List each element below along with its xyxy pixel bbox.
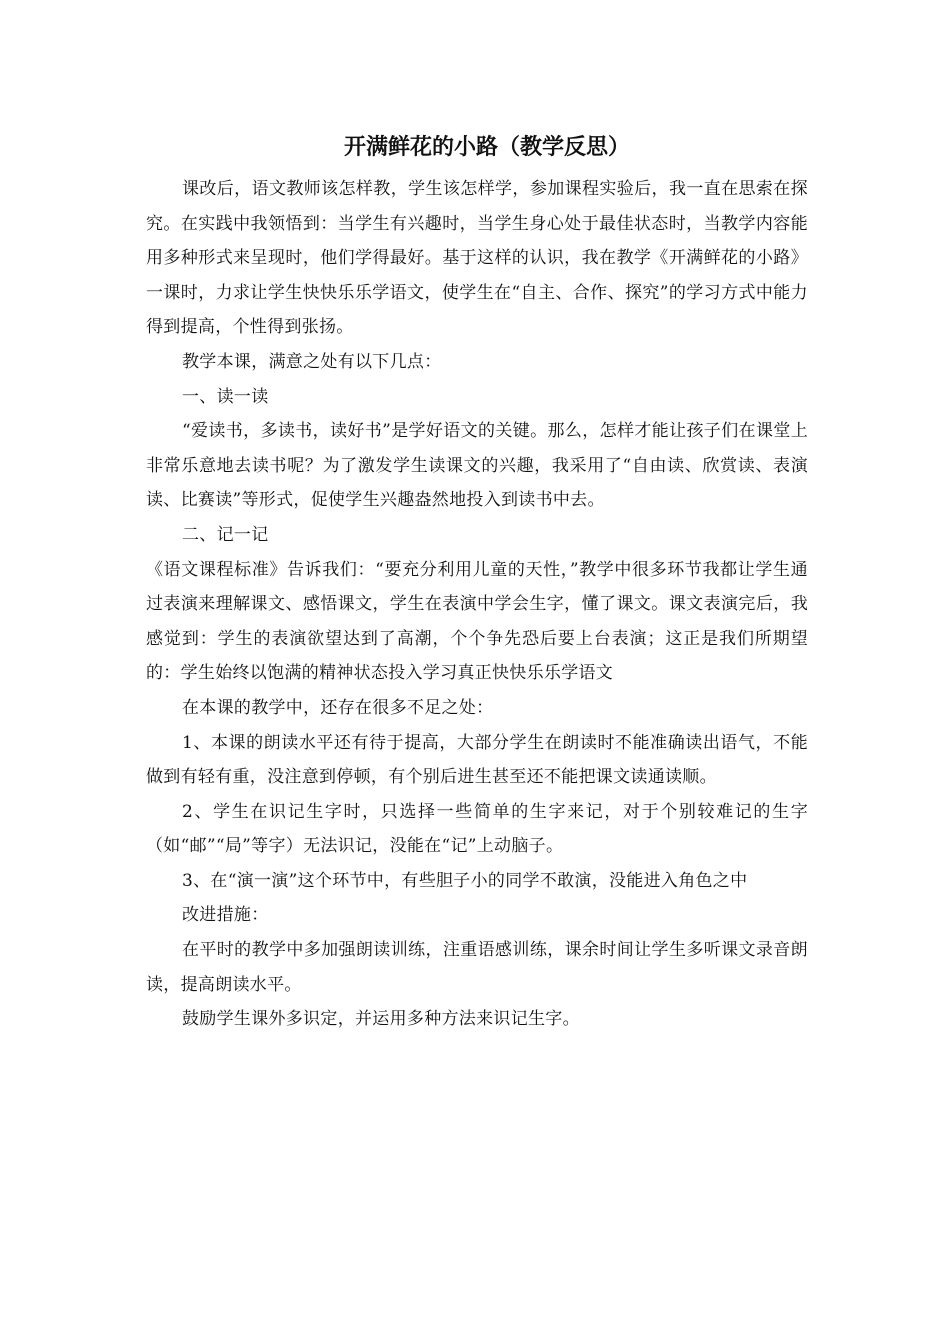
paragraph-read: “爱读书，多读书，读好书”是学好语文的关键。那么，怎样才能让孩子们在课堂上非常乐意地去读书呢？为了激发学生读课文的兴趣，我采用了“自由读、欣赏读、表演读、比赛读”等形式，促使学生兴趣盎然地投入到读书中去。 <box>146 421 808 511</box>
shortcoming-item-3: 3、在“演一演”这个环节中，有些胆子小的同学不敢演，没能进入角色之中 <box>182 870 748 891</box>
section-heading-improvements: 改进措施： <box>182 905 269 926</box>
paragraph-remember: 《语文课程标准》告诉我们：“要充分利用儿童的天性，”教学中很多环节我都让学生通过表演来理解课文、感悟课文，学生在表演中学会生字，懂了课文。课文表演完后，我感觉到：学生的表演欲望达到了高潮，个个争先恐后要上台表演；这正是我们所期望的：学生始终以饱满的精神状态投入学习真正快快乐乐学语文 <box>146 559 808 684</box>
paragraph-shortcomings-lead: 在本课的教学中，还存在很多不足之处： <box>182 697 494 718</box>
section-heading-remember: 二、记一记 <box>182 524 269 545</box>
paragraph-satisfaction-lead: 教学本课，满意之处有以下几点： <box>182 351 442 372</box>
shortcoming-item-1: 1、本课的朗读水平还有待于提高，大部分学生在朗读时不能准确读出语气，不能做到有轻有重，没注意到停顿，有个别后进生甚至还不能把课文读通读顺。 <box>146 732 808 788</box>
improvement-item-1: 在平时的教学中多加强朗读训练，注重语感训练，课余时间让学生多听课文录音朗读，提高朗读水平。 <box>146 940 808 995</box>
document-page <box>146 124 808 1037</box>
page-title: 开满鲜花的小路（教学反思） <box>343 135 630 160</box>
improvement-item-2: 鼓励学生课外多识定，并运用多种方法来识记生字。 <box>182 1009 580 1030</box>
section-heading-read: 一、读一读 <box>182 386 269 407</box>
shortcoming-item-2: 2、学生在识记生字时，只选择一些简单的生字来记，对于个别较难记的生字（如“邮”“局”等字）无法识记，没能在“记”上动脑子。 <box>146 801 808 857</box>
paragraph-intro: 课改后，语文教师该怎样教，学生该怎样学，参加课程实验后，我一直在思索在探究。在实践中我领悟到：当学生有兴趣时，当学生身心处于最佳状态时，当教学内容能用多种形式来呈现时，他们学得最好。基于这样的认识，我在教学《开满鲜花的小路》一课时，力求让学生快快乐乐学语文，使学生在“自主、合作、探究”的学习方式中能力得到提高，个性得到张扬。 <box>146 179 808 338</box>
